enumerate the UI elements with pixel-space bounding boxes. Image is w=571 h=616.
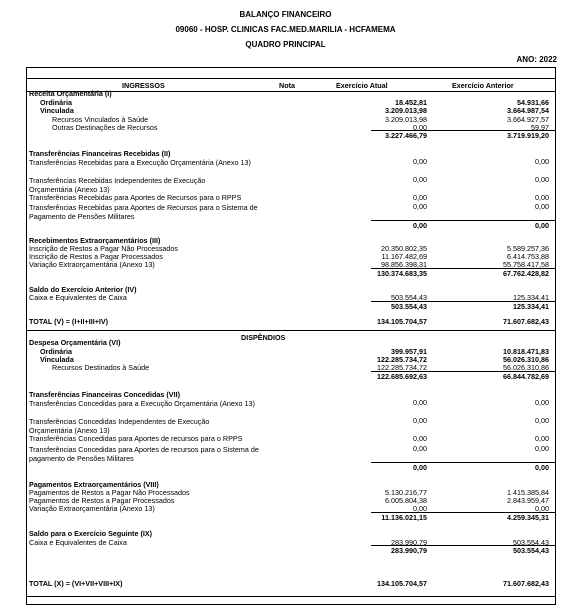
group-label: Ordinária [40, 98, 72, 107]
total-dispendios-rule [27, 596, 555, 597]
row-label: Caixa e Equivalentes de Caixa [29, 538, 127, 547]
value-exercicio-atual: 0,00 [413, 221, 427, 230]
value-exercicio-atual: 0,00 [413, 157, 427, 166]
value-exercicio-atual: 20.350.802,35 [381, 244, 427, 253]
group-label: Receita Orçamentária (I) [29, 89, 112, 98]
group-label: Ordinária [40, 347, 72, 356]
value-exercicio-atual: 122.685.692,63 [377, 372, 427, 381]
group-label: Vinculada [40, 355, 74, 364]
value-exercicio-anterior: 59,97 [531, 123, 549, 132]
value-exercicio-anterior: 2.843.959,47 [507, 496, 549, 505]
value-exercicio-atual: 283.990,79 [391, 546, 427, 555]
value-exercicio-anterior: 0,00 [535, 463, 549, 472]
value-exercicio-anterior: 0,00 [535, 157, 549, 166]
group-label: Transferências Financeiras Recebidas (II) [29, 149, 171, 158]
row-label: Caixa e Equivalentes de Caixa [29, 293, 127, 302]
group-label: Despesa Orçamentária (VI) [29, 338, 121, 347]
value-exercicio-anterior: 71.607.682,43 [503, 579, 549, 588]
value-exercicio-anterior: 0,00 [535, 398, 549, 407]
value-exercicio-atual: 98.856.398,31 [381, 260, 427, 269]
subtotal-rule [371, 462, 555, 463]
value-exercicio-anterior: 67.762.428,82 [503, 269, 549, 278]
group-label: Saldo para o Exercício Seguinte (IX) [29, 529, 153, 538]
value-exercicio-atual: 0,00 [413, 398, 427, 407]
value-exercicio-anterior: 54.931,66 [517, 98, 549, 107]
value-exercicio-anterior: 0,00 [535, 434, 549, 443]
row-label: Inscrição de Restos a Pagar Não Processados [29, 244, 179, 253]
balance-table [26, 67, 556, 605]
group-label: TOTAL (V) = (I+II+III+IV) [29, 317, 109, 326]
group-label: TOTAL (X) = (VI+VII+VIII+IX) [29, 579, 123, 588]
value-exercicio-anterior: 0,00 [535, 221, 549, 230]
value-exercicio-atual: 11.136.021,15 [381, 513, 427, 522]
value-exercicio-atual: 0,00 [413, 504, 427, 513]
value-exercicio-anterior: 125.334,41 [513, 302, 549, 311]
row-label: Recursos Destinados à Saúde [52, 363, 150, 372]
value-exercicio-anterior: 6.414.753,88 [507, 252, 549, 261]
value-exercicio-atual: 3.209.013,98 [385, 106, 427, 115]
value-exercicio-atual: 3.209.013,98 [385, 115, 427, 124]
value-exercicio-anterior: 503.554,43 [513, 546, 549, 555]
value-exercicio-atual: 283.990,79 [391, 538, 427, 547]
group-label: Recebimentos Extraorçamentários (III) [29, 236, 161, 245]
entity-name: 09060 - HOSP. CLINICAS FAC.MED.MARILIA - HCFAMEMA [175, 25, 396, 34]
value-exercicio-atual: 122.285.734,72 [377, 355, 427, 364]
col-header-nota: Nota [279, 81, 295, 90]
value-exercicio-atual: 0,00 [413, 123, 427, 132]
value-exercicio-anterior: 3.664.987,54 [507, 106, 549, 115]
value-exercicio-anterior: 5.589.257,36 [507, 244, 549, 253]
row-label: Transferências Recebidas para Aportes de Recursos para o Sistema de Pagamento de Pensões Militares [29, 203, 258, 221]
section-title-dispendios: DISPÊNDIOS [241, 333, 286, 342]
row-label: Outras Destinações de Recursos [52, 123, 158, 132]
value-exercicio-atual: 5.130.216,77 [385, 488, 427, 497]
row-label: Transferências Recebidas para Aportes de Recursos para o RPPS [29, 193, 242, 202]
value-exercicio-anterior: 0,00 [535, 193, 549, 202]
value-exercicio-atual: 0,00 [413, 202, 427, 211]
value-exercicio-atual: 6.005.804,38 [385, 496, 427, 505]
row-label: Variação Extraorçamentária (Anexo 13) [29, 504, 155, 513]
value-exercicio-anterior: 0,00 [535, 504, 549, 513]
value-exercicio-atual: 503.554,43 [391, 302, 427, 311]
group-label: Saldo do Exercício Anterior (IV) [29, 285, 137, 294]
report-title: BALANÇO FINANCEIRO [239, 10, 332, 19]
group-label: Vinculada [40, 106, 74, 115]
col-header-ingressos: INGRESSOS [122, 81, 165, 90]
value-exercicio-anterior: 10.818.471,83 [503, 347, 549, 356]
value-exercicio-anterior: 0,00 [535, 444, 549, 453]
row-label: Transferências Recebidas Independentes de Execução Orçamentária (Anexo 13) [29, 176, 206, 194]
row-label: Pagamentos de Restos a Pagar Não Processados [29, 488, 190, 497]
value-exercicio-atual: 134.105.704,57 [377, 317, 427, 326]
table-top-rule [27, 78, 555, 79]
value-exercicio-atual: 0,00 [413, 416, 427, 425]
value-exercicio-atual: 134.105.704,57 [377, 579, 427, 588]
value-exercicio-anterior: 0,00 [535, 416, 549, 425]
total-ingressos-rule [27, 330, 555, 331]
value-exercicio-anterior: 503.554,43 [513, 538, 549, 547]
group-label: Pagamentos Extraorçamentários (VIII) [29, 480, 159, 489]
value-exercicio-anterior: 56.026.310,86 [503, 363, 549, 372]
row-label: Transferências Concedidas para Aportes de recursos para o Sistema de pagamento de Pensões Militares [29, 445, 259, 463]
value-exercicio-anterior: 125.334,41 [513, 293, 549, 302]
value-exercicio-anterior: 56.026.310,86 [503, 355, 549, 364]
value-exercicio-atual: 0,00 [413, 193, 427, 202]
value-exercicio-anterior: 3.719.919,20 [507, 131, 549, 140]
row-label: Transferências Recebidas para a Execução Orçamentária (Anexo 13) [29, 158, 251, 167]
value-exercicio-anterior: 3.664.927,57 [507, 115, 549, 124]
subtotal-rule [371, 220, 555, 221]
value-exercicio-atual: 0,00 [413, 463, 427, 472]
col-header-atual: Exercício Atual [336, 81, 388, 90]
row-label: Transferências Concedidas para Aportes de recursos para o RPPS [29, 434, 243, 443]
report-subtitle: QUADRO PRINCIPAL [245, 40, 326, 49]
year-label: ANO: 2022 [516, 55, 557, 64]
value-exercicio-anterior: 0,00 [535, 175, 549, 184]
value-exercicio-atual: 18.452,81 [395, 98, 427, 107]
value-exercicio-atual: 503.554,43 [391, 293, 427, 302]
row-label: Recursos Vinculados à Saúde [52, 115, 149, 124]
value-exercicio-atual: 0,00 [413, 444, 427, 453]
value-exercicio-atual: 0,00 [413, 434, 427, 443]
value-exercicio-anterior: 71.607.682,43 [503, 317, 549, 326]
row-label: Variação Extraorçamentária (Anexo 13) [29, 260, 155, 269]
value-exercicio-atual: 0,00 [413, 175, 427, 184]
row-label: Inscrição de Restos a Pagar Processados [29, 252, 163, 261]
group-label: Transferências Financeiras Concedidas (VII) [29, 390, 180, 399]
row-label: Pagamentos de Restos a Pagar Processados [29, 496, 175, 505]
value-exercicio-atual: 3.227.466,79 [385, 131, 427, 140]
value-exercicio-atual: 399.957,91 [391, 347, 427, 356]
value-exercicio-atual: 130.374.683,35 [377, 269, 427, 278]
row-label: Transferências Concedidas Independentes de Execução Orçamentária (Anexo 13) [29, 417, 210, 435]
value-exercicio-atual: 11.167.482,69 [381, 252, 427, 261]
value-exercicio-anterior: 55.758.417,58 [503, 260, 549, 269]
value-exercicio-anterior: 66.844.782,69 [503, 372, 549, 381]
value-exercicio-anterior: 1.415.385,84 [507, 488, 549, 497]
value-exercicio-atual: 122.285.734,72 [377, 363, 427, 372]
value-exercicio-anterior: 0,00 [535, 202, 549, 211]
value-exercicio-anterior: 4.259.345,31 [507, 513, 549, 522]
row-label: Transferências Concedidas para a Execução Orçamentária (Anexo 13) [29, 399, 255, 408]
col-header-anterior: Exercício Anterior [452, 81, 514, 90]
